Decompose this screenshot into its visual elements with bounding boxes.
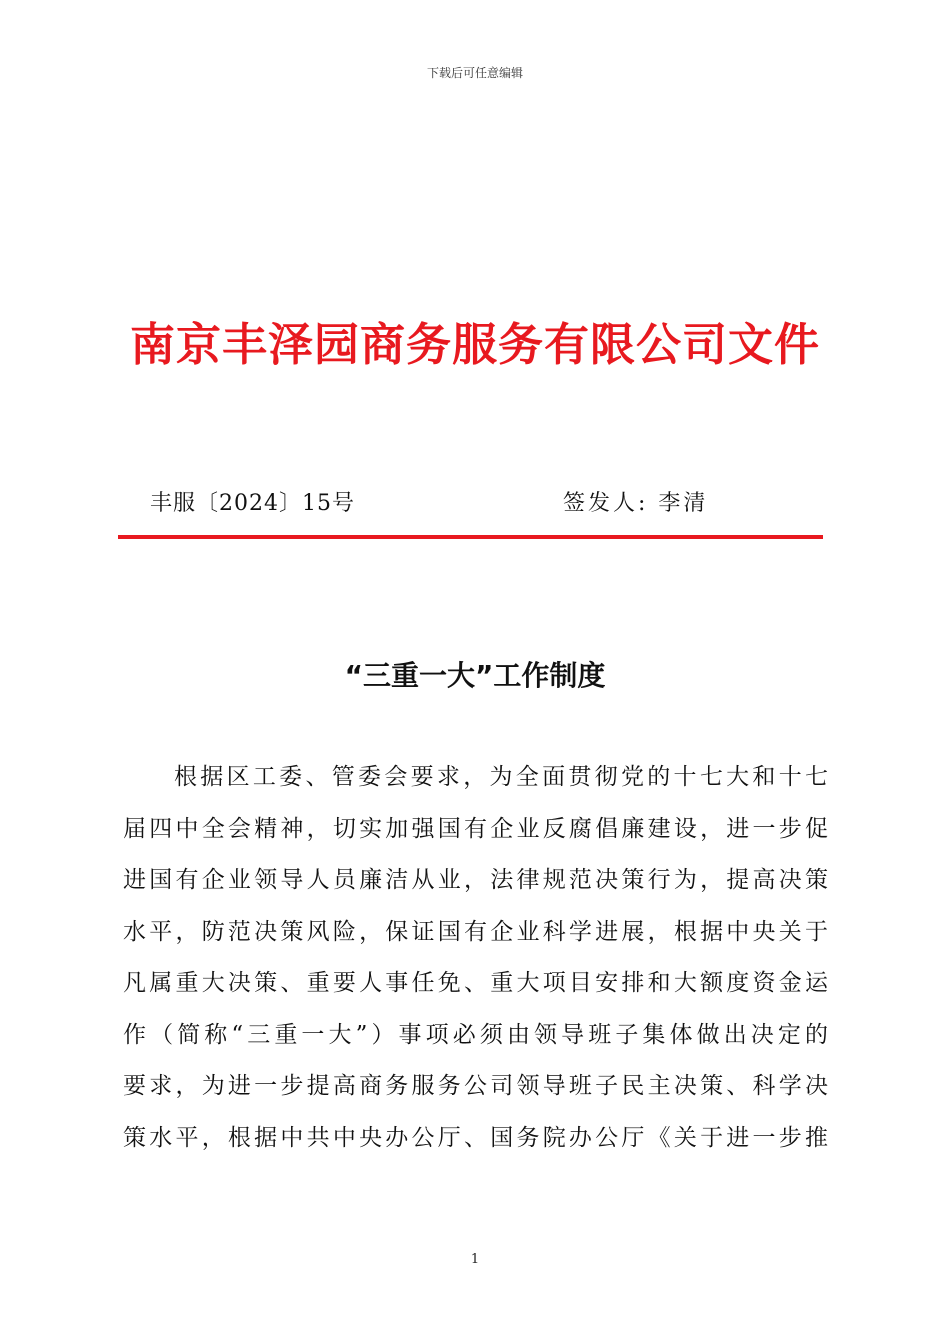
body-line: 策水平，根据中共中央办公厅、国务院办公厅《关于进一步推 [123, 1124, 828, 1151]
body-line: 凡属重大决策、重要人事任免、重大项目安排和大额度资金运 [123, 970, 828, 996]
document-number: 丰服〔2024〕15号 [150, 491, 355, 516]
signer: 签发人: 李清 [563, 491, 709, 516]
body-line: 根据区工委、管委会要求，为全面贯彻党的十七大和十七 [174, 764, 828, 790]
document-title: “三重一大”工作制度 [344, 659, 606, 692]
red-divider-line [118, 535, 823, 539]
body-line: 届四中全会精神，切实加强国有企业反腐倡廉建设，进一步促 [123, 815, 828, 842]
body-line: 要求，为进一步提高商务服务公司领导班子民主决策、科学决 [123, 1073, 828, 1099]
body-line: 作（简称“三重一大”）事项必须由领导班子集体做出决定的 [123, 1021, 828, 1048]
body-text [123, 756, 828, 1168]
organization-title: 南京丰泽园商务服务有限公司文件 [129, 318, 820, 371]
body-line: 水平，防范决策风险，保证国有企业科学进展，根据中央关于 [123, 918, 828, 945]
header-note: 下载后可任意编辑 [426, 66, 523, 80]
body-line: 进国有企业领导人员廉洁从业，法律规范决策行为，提高决策 [123, 867, 828, 893]
page-number: 1 [470, 1252, 480, 1267]
